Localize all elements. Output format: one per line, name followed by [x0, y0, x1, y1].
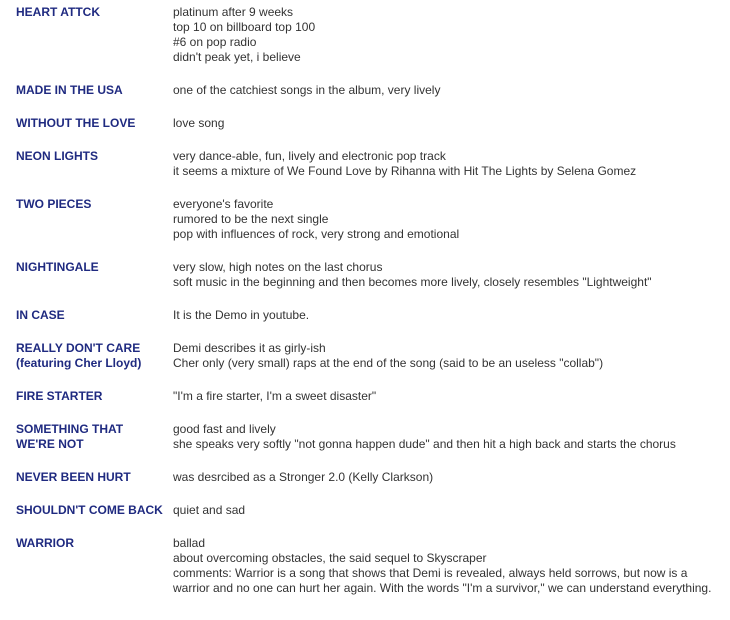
note-line: pop with influences of rock, very strong and emotional [173, 227, 460, 241]
note-line: love song [173, 116, 225, 130]
note-line: one of the catchiest songs in the album, very lively [173, 83, 441, 97]
song-notes [163, 5, 726, 65]
note-line: about overcoming obstacles, the said sequel to Skyscraper [173, 551, 487, 565]
song-notes [163, 389, 726, 404]
song-notes [163, 470, 726, 485]
song-title: TWO PIECES [16, 197, 92, 211]
note-line: top 10 on billboard top 100 [173, 20, 316, 34]
song-notes [163, 149, 726, 179]
song-title: REALLY DON'T CARE (featuring Cher Lloyd) [16, 341, 142, 370]
song-notes [163, 83, 726, 98]
song-title: SOMETHING THAT WE'RE NOT [16, 422, 124, 451]
song-row [6, 531, 726, 609]
song-notes [163, 536, 726, 596]
song-title: FIRE STARTER [16, 389, 103, 403]
note-line: Demi describes it as girly-ish [173, 341, 326, 355]
note-line: comments: Warrior is a song that shows that Demi is revealed, always held sorrows, but now is a warrior and no one can hurt her again. With the words "I'm a survivor," we can understand everything. [173, 566, 712, 595]
song-title: WITHOUT THE LOVE [16, 116, 136, 130]
song-row [6, 144, 726, 192]
song-row [6, 78, 726, 111]
note-line: #6 on pop radio [173, 35, 257, 49]
song-title: MADE IN THE USA [16, 83, 123, 97]
song-title: SHOULDN'T COME BACK [16, 503, 163, 517]
song-notes [163, 116, 726, 131]
note-line: "I'm a fire starter, I'm a sweet disaster" [173, 389, 377, 403]
song-title: IN CASE [16, 308, 65, 322]
song-row [6, 0, 726, 78]
song-title: WARRIOR [16, 536, 74, 550]
song-title: HEART ATTCK [16, 5, 100, 19]
song-notes [163, 197, 726, 242]
note-line: good fast and lively [173, 422, 276, 436]
song-notes [163, 341, 726, 371]
note-line: everyone's favorite [173, 197, 274, 211]
song-notes-table [6, 0, 726, 609]
song-row [6, 417, 726, 465]
note-line: she speaks very softly "not gonna happen dude" and then hit a high back and starts the chorus [173, 437, 676, 451]
note-line: was desrcibed as a Stronger 2.0 (Kelly Clarkson) [173, 470, 434, 484]
song-row [6, 384, 726, 417]
song-row [6, 192, 726, 255]
song-notes [163, 260, 726, 290]
song-title: NEVER BEEN HURT [16, 470, 131, 484]
note-line: didn't peak yet, i believe [173, 50, 301, 64]
song-notes [163, 503, 726, 518]
note-line: quiet and sad [173, 503, 246, 517]
song-title: NIGHTINGALE [16, 260, 99, 274]
note-line: Cher only (very small) raps at the end of the song (said to be an useless "collab") [173, 356, 604, 370]
song-row [6, 336, 726, 384]
song-row [6, 498, 726, 531]
song-title: NEON LIGHTS [16, 149, 99, 163]
song-row [6, 303, 726, 336]
note-line: very dance-able, fun, lively and electronic pop track [173, 149, 446, 163]
song-row [6, 111, 726, 144]
song-notes [163, 308, 726, 323]
note-line: very slow, high notes on the last chorus [173, 260, 383, 274]
song-row [6, 255, 726, 303]
note-line: It is the Demo in youtube. [173, 308, 310, 322]
note-line: soft music in the beginning and then becomes more lively, closely resembles "Lightweight" [173, 275, 652, 289]
song-row [6, 465, 726, 498]
note-line: rumored to be the next single [173, 212, 329, 226]
note-line: it seems a mixture of We Found Love by Rihanna with Hit The Lights by Selena Gomez [173, 164, 637, 178]
note-line: ballad [173, 536, 206, 550]
note-line: platinum after 9 weeks [173, 5, 294, 19]
song-notes [163, 422, 726, 452]
